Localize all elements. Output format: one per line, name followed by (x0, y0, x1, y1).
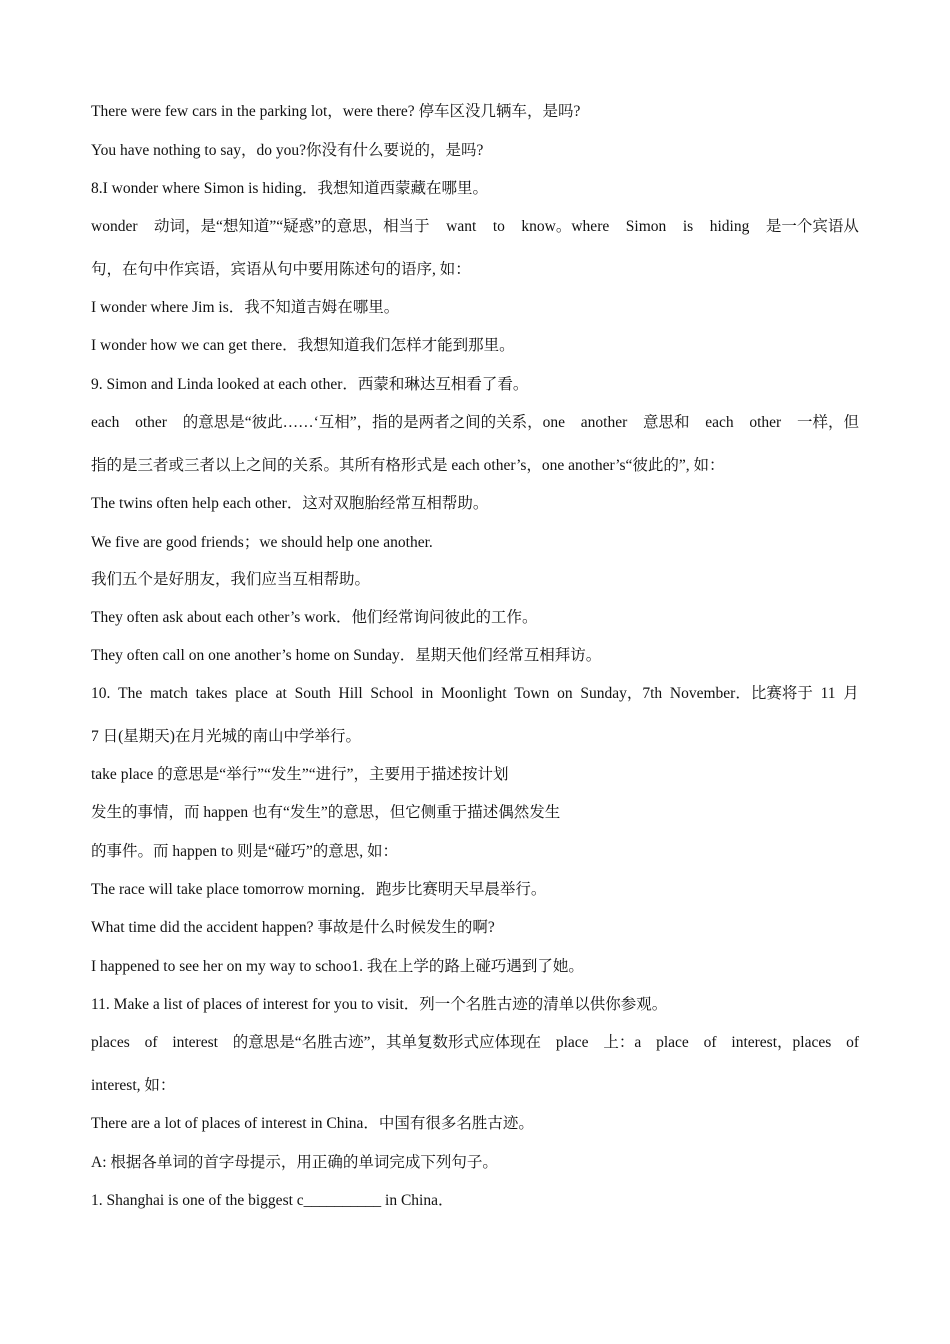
text-line: 7 日(星期天)在月光城的南山中学举行。 (91, 728, 361, 745)
text-line: The race will take place tomorrow morning．跑步比赛明天早晨举行。 (91, 881, 547, 898)
text-line: You have nothing to say，do you?你没有什么要说的，是吗? (91, 142, 484, 159)
text-line: I happened to see her on my way to schoo1. 我在上学的路上碰巧遇到了她。 (91, 958, 584, 975)
text-line: There were few cars in the parking lot，were there? 停车区没几辆车，是吗? (91, 103, 581, 120)
text-line: places of interest 的意思是“名胜古迹”，其单复数形式应体现在 place 上：a place of interest，places of (91, 1034, 859, 1051)
text-line: 发生的事情，而 happen 也有“发生”的意思，但它侧重于描述偶然发生 (91, 804, 561, 821)
text-line: take place 的意思是“举行”“发生”“进行”，主要用于描述按计划 (91, 766, 509, 783)
text-line: They often ask about each other’s work．他们经常询问彼此的工作。 (91, 609, 538, 626)
text-line: each other 的意思是“彼此……‘互相”，指的是两者之间的关系，one another 意思和 each other 一样，但 (91, 414, 859, 431)
text-line: 指的是三者或三者以上之间的关系。其所有格形式是 each other’s，one another’s“彼此的”, 如： (91, 457, 725, 474)
text-line: 的事件。而 happen to 则是“碰巧”的意思, 如： (91, 843, 398, 860)
text-line: There are a lot of places of interest in China．中国有很多名胜古迹。 (91, 1115, 534, 1132)
text-line: What time did the accident happen? 事故是什么时候发生的啊? (91, 919, 495, 936)
text-line: 11. Make a list of places of interest for you to visit．列一个名胜古迹的清单以供你参观。 (91, 996, 668, 1013)
text-line: They often call on one another’s home on Sunday．星期天他们经常互相拜访。 (91, 647, 602, 664)
text-line: 9. Simon and Linda looked at each other．西蒙和琳达互相看了看。 (91, 376, 529, 393)
text-line: 我们五个是好朋友，我们应当互相帮助。 (91, 571, 371, 588)
text-line: I wonder how we can get there．我想知道我们怎样才能到那里。 (91, 337, 515, 354)
text-line: A: 根据各单词的首字母提示，用正确的单词完成下列句子。 (91, 1154, 498, 1171)
exercise-question: 1. Shanghai is one of the biggest c__________ in China． (91, 1192, 454, 1209)
text-line: 句，在句中作宾语，宾语从句中要用陈述句的语序, 如： (91, 261, 471, 278)
text-line: 10. The match takes place at South Hill School in Moonlight Town on Sunday，7th November．比赛将于 11 月 (91, 685, 859, 702)
text-line: The twins often help each other．这对双胞胎经常互相帮助。 (91, 495, 489, 512)
text-line: I wonder where Jim is．我不知道吉姆在哪里。 (91, 299, 400, 316)
text-line: 8.I wonder where Simon is hiding．我想知道西蒙藏在哪里。 (91, 180, 488, 197)
text-line: interest, 如： (91, 1077, 176, 1094)
text-line: wonder 动词，是“想知道”“疑惑”的意思，相当于 want to know。where Simon is hiding 是一个宾语从 (91, 218, 859, 235)
text-line: We five are good friends；we should help one another. (91, 534, 433, 551)
